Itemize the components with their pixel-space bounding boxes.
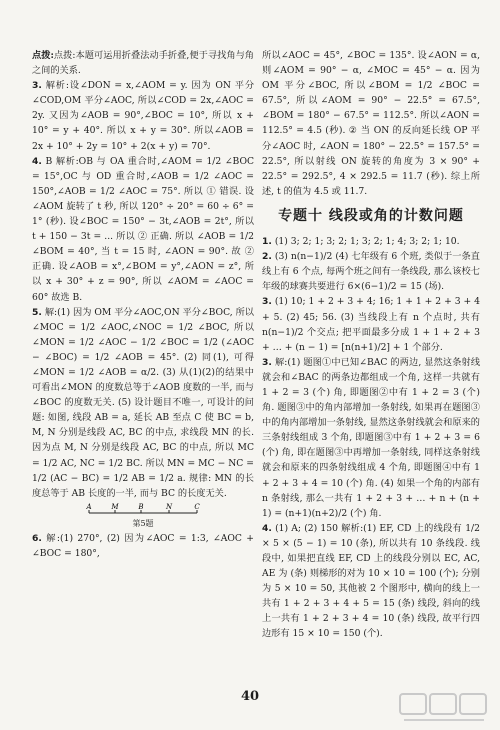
answer-6-continued: 所以∠AOC = 45°, ∠BOC = 135°. 设∠AON = α, 则∠AOM = 90° − α, ∠MOC = 45° − α. 因为 OM 平分∠BOC, 所以∠BOM = 1/2 ∠BOC = 67.5°, 所以∠AOM = 90° − 22.5° = 67.5°, ∠BOM = 180° − 67.5° = 112.5°. 所以∠AON = 112.5° = 4.5 (秒). ② 当 ON 的反向延长线 OP 平分∠AOC 时, ∠AON = 180° − 22.5° = 157.5° = 22.5°, 所以射线 ON 旋转的角度为 3 × 90° + 22.5° = 292.5°, 4 × 292.5 = 11.7 (秒). 综上所述, t 的值为 4.5 或 11.7. <box>262 50 480 197</box>
answer-text: (1) 3; 2; 1; 3; 2; 1; 3; 2; 1; 4; 3; 2; 1; 10. <box>274 236 460 248</box>
answer-text: 解:(1) 270°, (2) 因为∠AOC = 1:3, ∠AOC + ∠BOC = 180°, <box>32 532 254 559</box>
topic-answer-4 <box>262 521 480 642</box>
answer-text: 解析:设∠DON = x,∠AOM = y. 因为 ON 平分∠COD,OM 平分∠AOC, 所以∠COD = 2x,∠AOC = 2y. 又因为∠AOB = 90°,∠BOC = 10°, 所以 x + 10° = y + 40°. 所以 x + y = 30°. 所以∠AOB = 2x + 10° + 2y = 10° + 2(x + y) = 70°. <box>32 80 255 152</box>
page-number: 40 <box>240 689 260 704</box>
note-text: 点拨:点拨:本题可运用折叠法动手折叠,便于寻找角与角之间的关系. <box>32 50 254 77</box>
item-number: 3. <box>32 80 42 92</box>
answer-text: 解:(1) 题图①中已知∠BAC 的两边, 显然这条射线就会和∠BAC 的两条边都组成一个角, 这样一共就有 1 + 2 = 3 (个) 角, 即题图②中有 1 + 2 = 3 (个) 角. 题图③中的角内部增加一条射线, 如果再在题图③中的角内部增加一条射线, 显然这条射线就会和原来的三条射线组成 3 个角, 即题图③中有 1 + 2 + 3 = 6 (个) 角, 即在题图③中再增加一条射线, 同样这条射线就会和原来的四条射线组成 4 个角, 即题图④中有 1 + 2 + 3 + 4 = 10 (个) 角. (4) 如果一个角的内部有 n 条射线, 那么一共有 1 + 2 + 3 + … + n + (n + 1) = (n+1)(n+2)/2 (个) 角. <box>262 356 481 519</box>
answer-3 <box>32 78 254 153</box>
item-number: 4. <box>32 155 42 167</box>
topic-answer-2 <box>262 249 480 294</box>
section-title: 专题十 线段或角的计数问题 <box>278 207 464 224</box>
answer-5 <box>32 305 254 501</box>
answer-text: (1) 10; 1 + 2 + 3 + 4; 16; 1 + 1 + 2 + 3 + 4 + 5. (2) 45; 56. (3) 当线段上有 n 个点时, 共有 n(n−1)/2 个交点; 把平面最多分成 1 + 1 + 2 + 3 + … + (n − 1) = [n(n+1)/2] + 1 个部分. <box>262 296 481 353</box>
answer-6 <box>32 531 254 561</box>
point-label-C: C <box>194 502 200 511</box>
answer-text: (1) A; (2) 150 解析:(1) EF, CD 上的线段有 1/2 × 5 × (5 − 1) = 10 (条), 所以共有 10 条线段. 线段中, 如果把直线 EF, CD 上的线段分别以 EC, AC, AE 为 (条) 则梯形的对为 10 × 10 = 100 (个); 分别为 5 × 10 = 50, 其他被 2 个图形中, 横向的线上一共有 1 + 2 + 3 + 4 + 5 = 15 (条) 线段, 斜向的线上一共有 1 + 2 + 3 + 4 = 10 (条) 线段, 故平行四边形有 15 × 10 = 150 (个). <box>262 522 480 640</box>
point-label-M: M <box>111 502 119 511</box>
item-number: 3. <box>262 296 272 308</box>
topic-answer-3b <box>262 355 480 521</box>
topic-answer-3a <box>262 294 480 354</box>
point-label-B: B <box>138 502 144 511</box>
item-number: 2. <box>262 251 272 263</box>
item-number: 6. <box>32 532 42 544</box>
item-number: 3. <box>262 356 272 368</box>
right-column <box>262 48 480 642</box>
note-label: 点拨: <box>32 50 54 61</box>
figure-caption: 第5题 <box>132 518 154 528</box>
answer-text: (3) n(n−1)/2 (4) 七年级有 6 个班, 类似于一条直线上有 6 个点, 每两个班之间有一条线段, 那么该校七年级的球赛共要进行 6×(6−1)/2 = 15 (场). <box>262 251 480 293</box>
item-number: 5. <box>32 306 42 318</box>
segment-figure <box>83 502 203 518</box>
item-number: 1. <box>262 236 272 248</box>
topic-answer-1 <box>262 234 480 249</box>
item-number: 4. <box>262 522 272 534</box>
point-label-A: A <box>86 502 92 511</box>
watermark-logo <box>398 690 490 724</box>
answer-4 <box>32 154 254 305</box>
answer-text: 解:(1) 因为 OM 平分∠AOC,ON 平分∠BOC, 所以∠MOC = 1/2 ∠AOC,∠NOC = 1/2 ∠BOC, 所以∠MON = 1/2 ∠AOC − 1/2 ∠BOC = 1/2 (∠AOC − ∠BOC) = 1/2 ∠AOB = 45°. (2) 同(1), 可得∠MON = 1/2 ∠AOB = α/2. (3) 从(1)(2)的结果中可看出∠MON 的度数总等于∠AOB 度数的一半, 而与∠BOC 的度数无关. (5) 设计题目不唯一, 可设计的问题: 如图, 线段 AB = a, 延长 AB 至点 C 使 BC = b, M, N 分别是线段 AC, BC 的中点, 求线段 MN 的长. 因为点 M, N 分别是线段 AC, BC 的中点, 所以 MC = 1/2 AC, NC = 1/2 BC. 所以 MN = MC − NC = 1/2 (AC − BC) = 1/2 AB = 1/2 a. 规律: MN 的长度总等于 AB 长度的一半, 而与 BC 的长度无关. <box>32 306 254 499</box>
answer-text: B 解析:OB 与 OA 重合时,∠AOM = 1/2 ∠BOC = 15°,OC 与 OD 重合时,∠AOB = 1/2 ∠AOC = 150°,∠AOB = 1/2 ∠AOC = 75°. 所以 ① 错误. 设∠AOM 旋转了 t 秒, 所以 120° ÷ 20° = 60 ÷ 6° = 1° (秒). 设∠BOC = 150° − 3t,∠AOB = 2t°, 所以 t + 150 − 3t = ... 所以 ② 正确. 所以 ∠AOB = 1/2 ∠BOM = 40°, 当 t = 15 时, ∠AON = 90°. 故 ② 正确. 设∠AOB = x°,∠BOM = y°,∠AON = z°, 所以 x + 30° + z = 90°, 所以 ∠AOM = ∠AOC = 60° 故选 B. <box>32 155 255 303</box>
point-label-N: N <box>165 502 173 511</box>
left-column <box>32 48 254 561</box>
